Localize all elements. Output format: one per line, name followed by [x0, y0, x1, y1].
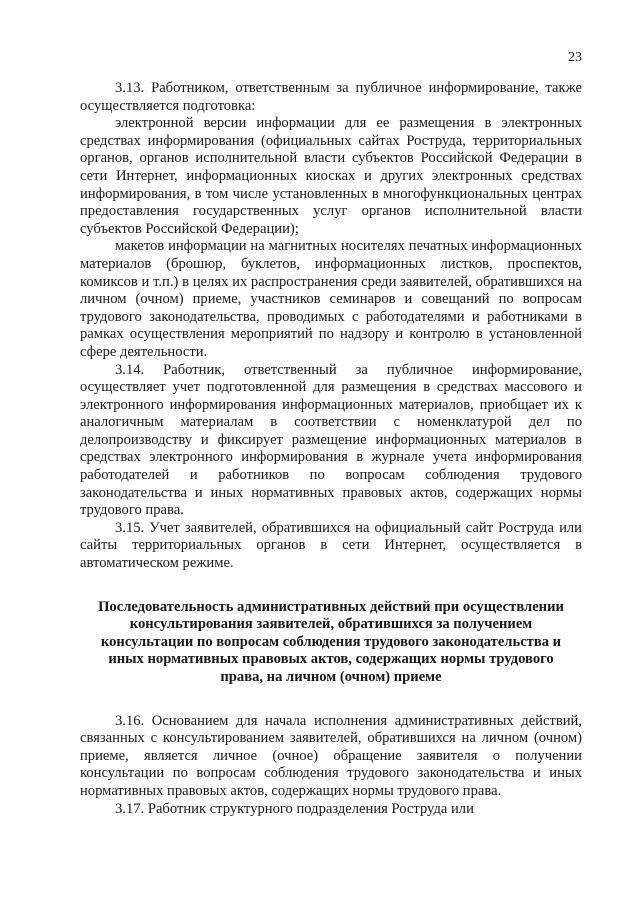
paragraph-3-13-item-electronic: электронной версии информации для ее размещения в электронных средствах информирования (официальных сайтах Роструда, территориальных органов, органов исполнительной власти субъектов Российской Федерации в сети Интернет, информационных киосках и других электронных средствах информирования, в том числе установленных в многофункциональных центрах предоставления государственных услуг органов исполнительной власти субъектов Российской Федерации);	[80, 115, 582, 237]
paragraph-3-14: 3.14. Работник, ответственный за публичное информирование, осуществляет учет подготовленной для размещения в средствах массового и электронного информирования информационных материалов, приобщает их к аналогичным материалам в соответствии с номенклатурой дел по делопроизводству и фиксирует размещение информационных материалов в средствах электронного информирования в журнале учета информирования работодателей и работников по вопросам соблюдения трудового законодательства и иных нормативных правовых актов, содержащих нормы трудового права.	[80, 361, 582, 519]
page-number: 23	[568, 50, 582, 65]
paragraph-3-13-item-layouts: макетов информации на магнитных носителях печатных информационных материалов (брошюр, буклетов, информационных листков, проспектов, комиксов и т.п.) в целях их распространения среди заявителей, обратившихся на личном (очном) приеме, участников семинаров и совещаний по вопросам трудового законодательства, проводимых с работодателями и работниками в рамках осуществления мероприятий по надзору и контролю в установленной сфере деятельности.	[80, 238, 582, 360]
section-heading: Последовательность административных действий при осуществлении консультирования заявителей, обратившихся за получением консультации по вопросам соблюдения трудового законодательства и иных нормативных правовых актов, содержащих нормы трудового права, на личном (очном) приеме	[98, 598, 564, 685]
paragraph-3-16: 3.16. Основанием для начала исполнения административных действий, связанных с консультированием заявителей, обратившихся на личном (очном) приеме, является личное (очное) обращение заявителя о получении консультации по вопросам соблюдения трудового законодательства и иных нормативных правовых актов, содержащих нормы трудового права.	[80, 712, 582, 799]
paragraph-3-17: 3.17. Работник структурного подразделения Роструда или	[115, 800, 474, 817]
document-body	[80, 80, 582, 818]
paragraph-3-15: 3.15. Учет заявителей, обратившихся на официальный сайт Роструда или сайты территориальных органов в сети Интернет, осуществляется в автоматическом режиме.	[80, 519, 582, 572]
paragraph-3-13-intro: 3.13. Работником, ответственным за публичное информирование, также осуществляется подготовка:	[80, 80, 582, 114]
